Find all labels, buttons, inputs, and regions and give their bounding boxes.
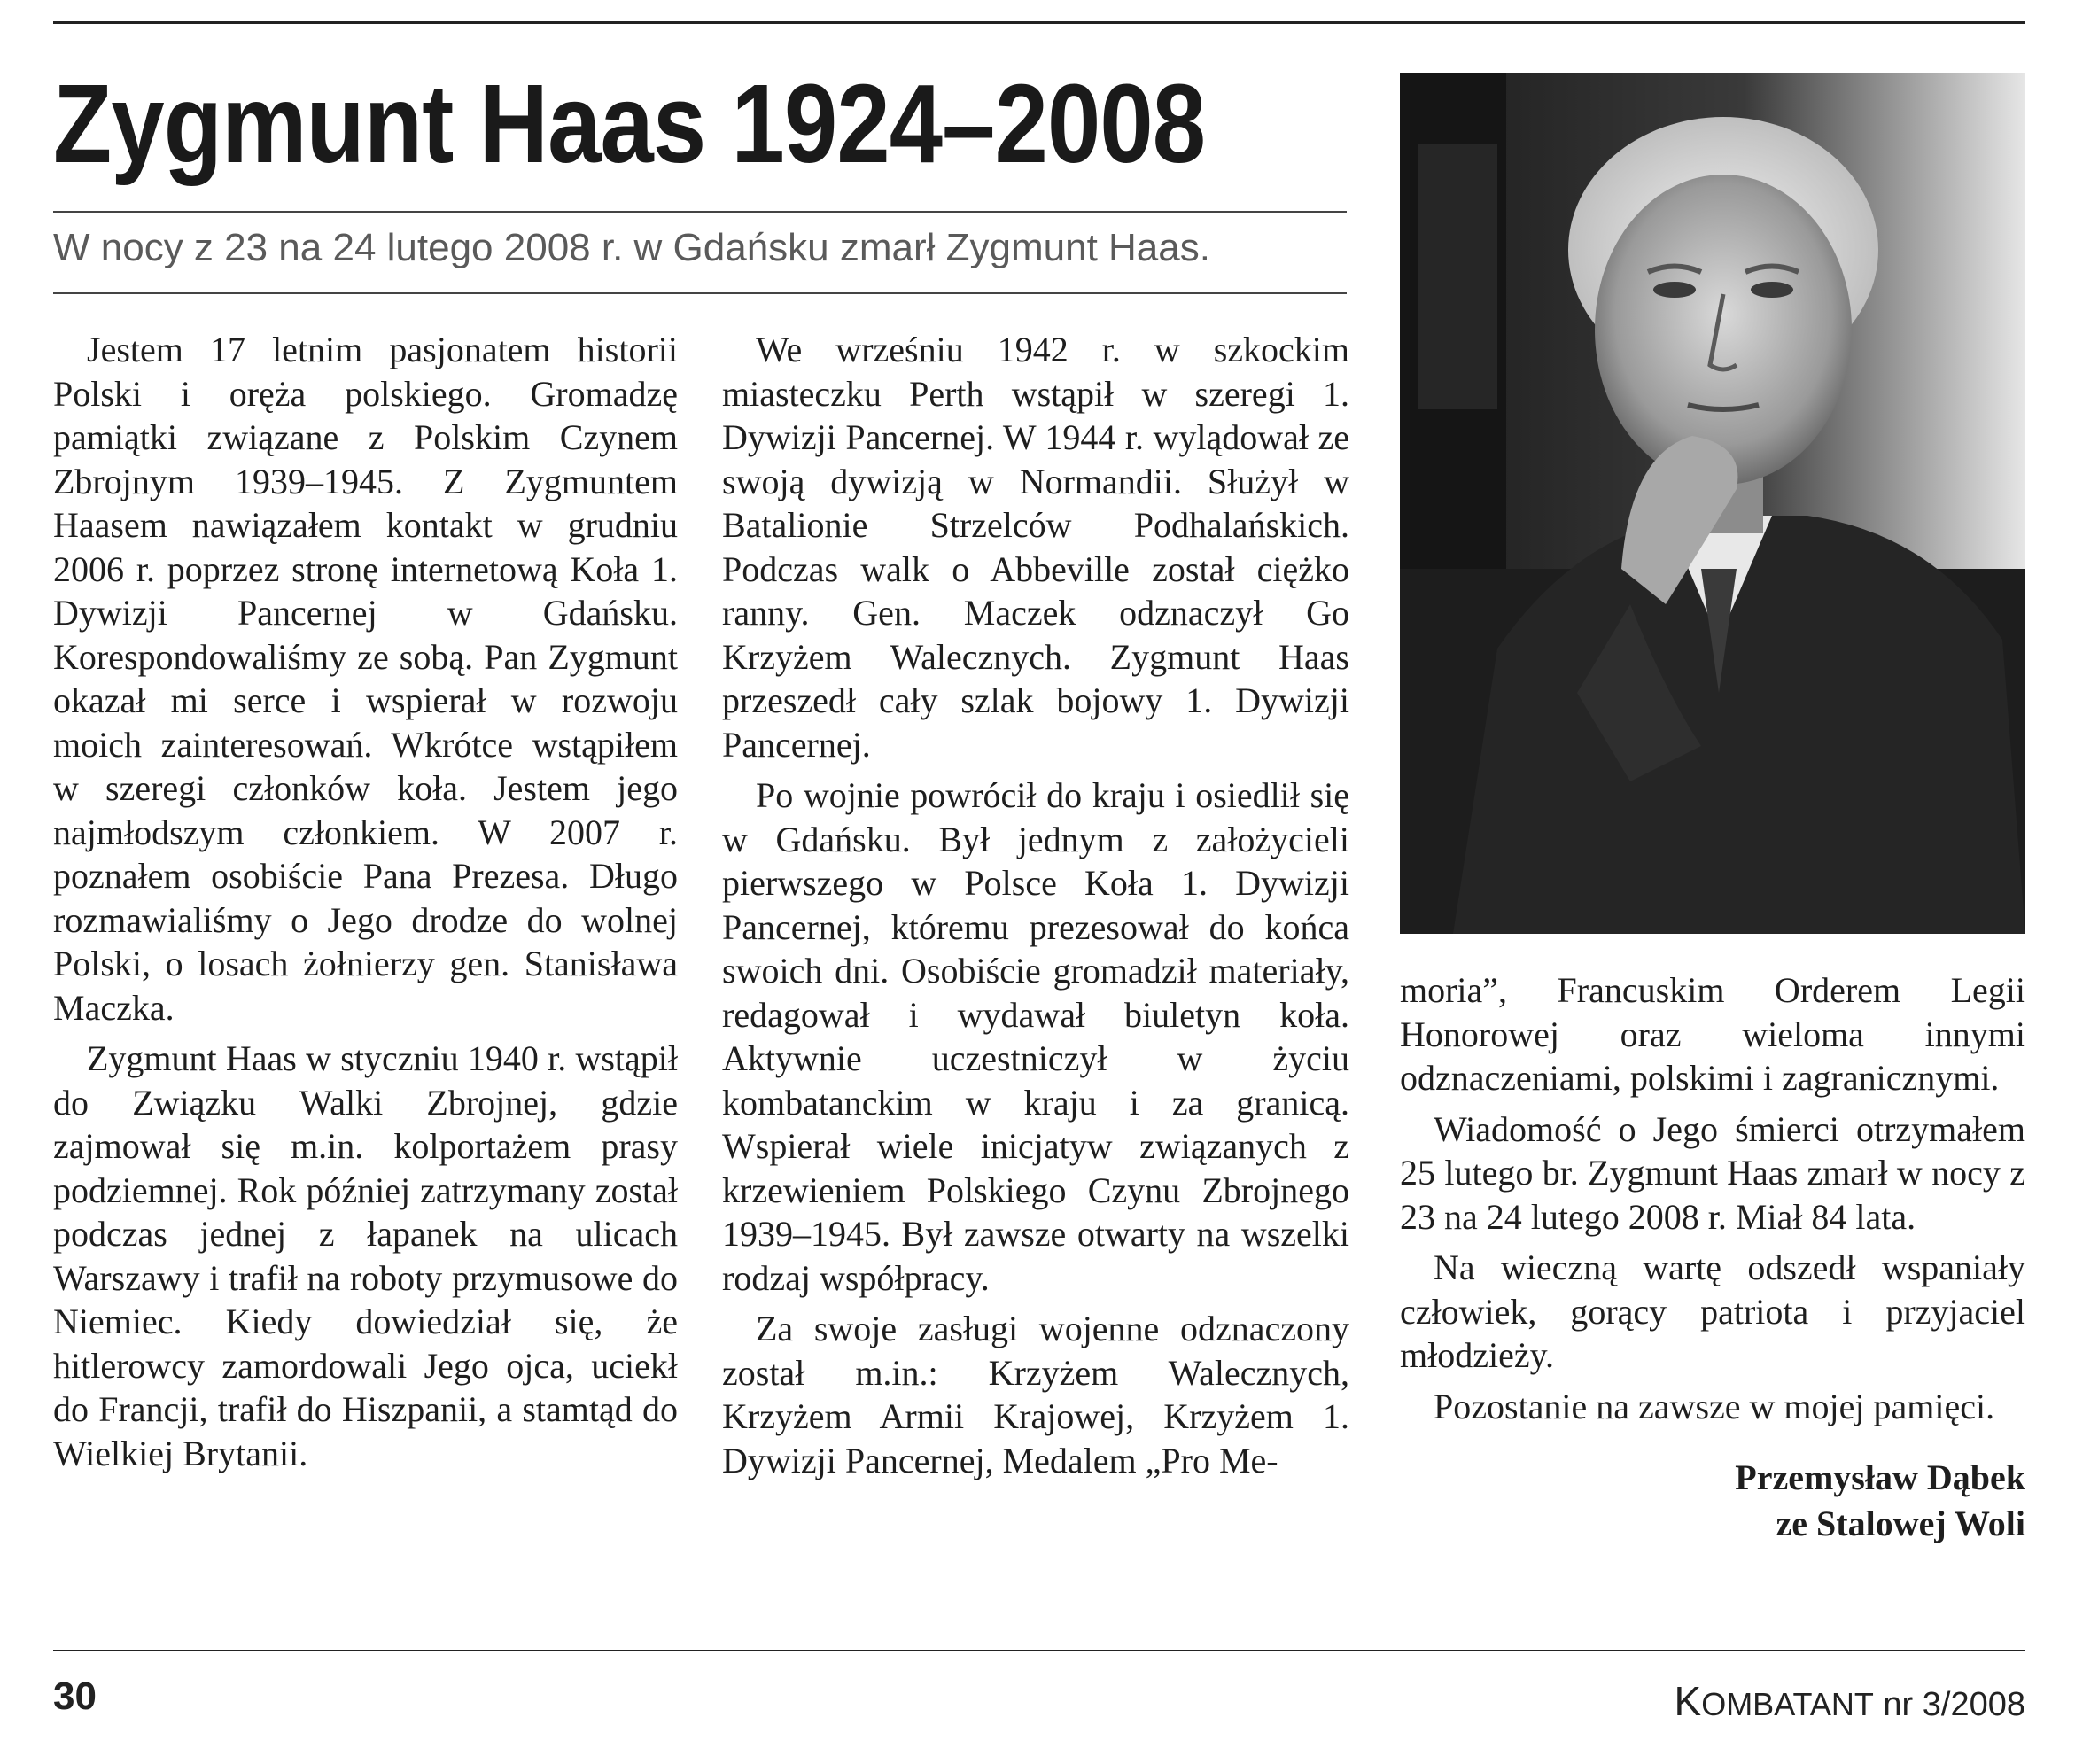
author-place: ze Stalowej Woli: [1776, 1504, 2025, 1543]
paragraph: Za swoje zasługi wojenne odznaczony został m.in.: Krzyżem Walecznych, Krzyżem Armii Krajowej, Krzyżem 1. Dywizji Pancernej, Medalem „Pro Me-: [722, 1309, 1349, 1480]
text-column-1: [53, 328, 678, 1482]
paragraph: Pozostanie na zawsze w mojej pamięci.: [1434, 1386, 1995, 1426]
text-column-3: [1400, 968, 2025, 1547]
subtitle-rule-top: [53, 211, 1347, 213]
paragraph: Po wojnie powrócił do kraju i osiedlił się w Gdańsku. Był jednym z założycieli pierwszego w Polsce Koła 1. Dywizji Pancernej, któremu prezesował do końca swoich dni. Osobiście gromadził materiały, redagował i wydawał biuletyn koła. Aktywnie uczestniczył w życiu kombatanckim w kraju i za granicą. Wspierał wiele inicjatyw związanych z krzewieniem Polskiego Czynu Zbrojnego 1939–1945. Był zawsze otwarty na wszelki rodzaj współpracy.: [722, 775, 1349, 1298]
author-signature: [1400, 1455, 2025, 1547]
paragraph: Wiadomość o Jego śmierci otrzymałem 25 lutego br. Zygmunt Haas zmarł w nocy z 23 na 24 lutego 2008 r. Miał 84 lata.: [1400, 1108, 2025, 1237]
paragraph: moria”, Francuskim Orderem Legii Honorowej oraz wieloma innymi odznaczeniami, polskimi i zagranicznymi.: [1400, 970, 2025, 1098]
bottom-rule: [53, 1650, 2025, 1651]
magazine-name: OMBATANT: [1701, 1686, 1874, 1722]
subtitle-rule-bottom: [53, 292, 1347, 294]
paragraph: We wrześniu 1942 r. w szkockim miasteczku Perth wstąpił w szeregi 1. Dywizji Pancernej. W 1944 r. wylądował ze swoją dywizją w Normandii. Służył w Batalionie Strzelców Podhalańskich. Podczas walk o Abbeville został ciężko ranny. Gen. Maczek odznaczył Go Krzyżem Walecznych. Zygmunt Haas przeszedł cały szlak bojowy 1. Dywizji Pancernej.: [722, 330, 1349, 765]
issue-number: nr 3/2008: [1883, 1686, 2025, 1723]
paragraph: Jestem 17 letnim pasjonatem historii Polski i oręża polskiego. Gromadzę pamiątki związane z Polskim Czynem Zbrojnym 1939–1945. Z Zygmuntem Haasem nawiązałem kontakt w grudniu 2006 r. poprzez stronę internetową Koła 1. Dywizji Pancernej w Gdańsku. Korespondowaliśmy ze sobą. Pan Zygmunt okazał mi serce i wspierał w rozwoju moich zainteresowań. Wkrótce wstąpiłem w szeregi członków koła. Jestem jego najmłodszym członkiem. W 2007 r. poznałem osobiście Pana Prezesa. Długo rozmawialiśmy o Jego drodze do wolnej Polski, o losach żołnierzy gen. Stanisława Maczka.: [53, 330, 678, 1028]
portrait-photo: [1400, 73, 2025, 934]
magazine-initial: K: [1674, 1678, 1702, 1724]
page-number: 30: [53, 1675, 97, 1718]
running-footer: [1675, 1677, 2026, 1725]
paragraph: Na wieczną wartę odszedł wspaniały człowiek, gorący patriota i przyjaciel młodzieży.: [1400, 1247, 2025, 1375]
text-column-2: [722, 328, 1349, 1489]
paragraph: Zygmunt Haas w styczniu 1940 r. wstąpił do Związku Walki Zbrojnej, gdzie zajmował się m.in. kolportażem prasy podziemnej. Rok później zatrzymany został podczas jednej z łapanek na ulicach Warszawy i trafił na roboty przymusowe do Niemiec. Kiedy dowiedział się, że hitlerowcy zamordowali Jego ojca, uciekł do Francji, trafił do Hiszpanii, a stamtąd do Wielkiej Brytanii.: [53, 1038, 678, 1473]
article-title: Zygmunt Haas 1924–2008: [53, 61, 1206, 186]
portrait-image: [1400, 73, 2025, 934]
top-rule: [53, 21, 2025, 24]
author-name: Przemysław Dąbek: [1735, 1457, 2025, 1497]
article-subtitle: W nocy z 23 na 24 lutego 2008 r. w Gdańsku zmarł Zygmunt Haas.: [53, 226, 1210, 269]
